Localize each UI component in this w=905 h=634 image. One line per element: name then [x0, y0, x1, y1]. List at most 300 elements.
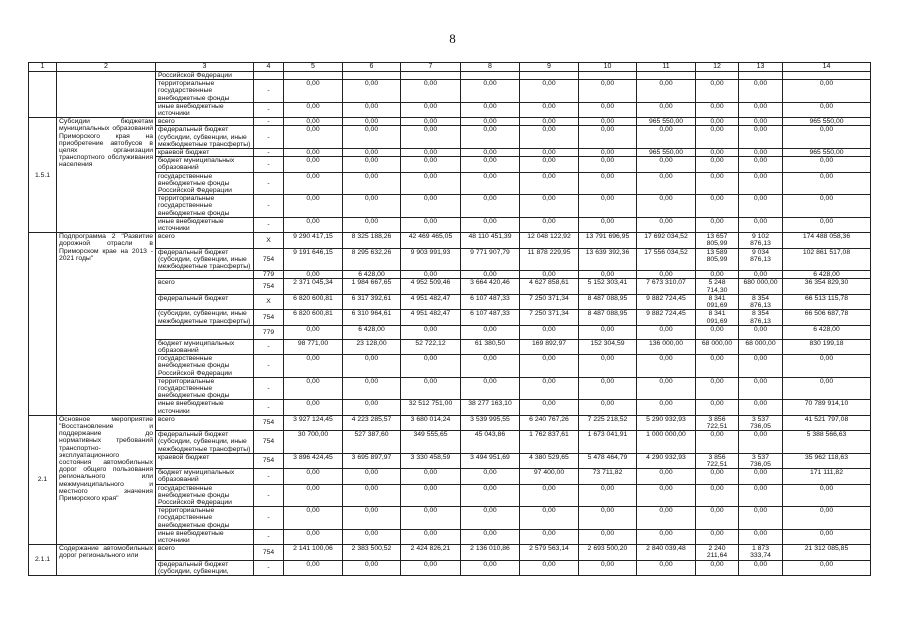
amount-cell: 0,00 [520, 126, 579, 149]
amount-cell: 0,00 [637, 195, 696, 218]
amount-cell: 0,00 [343, 195, 401, 218]
amount-cell: 0,00 [739, 118, 783, 126]
amount-cell: 32 512 751,00 [401, 400, 461, 415]
amount-cell: 66 513 115,78 [783, 294, 871, 309]
amount-cell: 0,00 [343, 118, 401, 126]
amount-cell: 1 873 333,74 [739, 545, 783, 560]
amount-cell: 0,00 [783, 80, 871, 103]
budget-code: - [254, 80, 284, 103]
amount-cell: 11 878 229,95 [520, 248, 579, 271]
amount-cell: 349 555,65 [401, 431, 461, 454]
table-row [29, 377, 871, 400]
amount-cell: 0,00 [401, 484, 461, 507]
amount-cell: 0,00 [696, 271, 739, 279]
item-name [57, 72, 156, 118]
item-code [29, 72, 57, 118]
amount-cell: 0,00 [401, 80, 461, 103]
table-row [29, 279, 871, 294]
amount-cell: 6 428,00 [343, 271, 401, 279]
amount-cell: 0,00 [284, 118, 343, 126]
amount-cell: 0,00 [343, 377, 401, 400]
amount-cell: 0,00 [461, 126, 520, 149]
amount-cell: 0,00 [520, 271, 579, 279]
amount-cell: 0,00 [696, 469, 739, 484]
amount-cell: 0,00 [637, 126, 696, 149]
column-header: 6 [343, 63, 401, 72]
amount-cell: 0,00 [520, 118, 579, 126]
amount-cell: 2 424 826,21 [401, 545, 461, 560]
funding-source: (субсидии, субвенции, иные межбюджетные трансферты) [156, 310, 254, 325]
amount-cell: 0,00 [739, 560, 783, 575]
amount-cell: 4 290 932,93 [637, 453, 696, 468]
amount-cell: 0,00 [739, 126, 783, 149]
amount-cell: 0,00 [284, 102, 343, 117]
amount-cell: 5 388 566,63 [783, 431, 871, 454]
amount-cell: 7 250 371,34 [520, 310, 579, 325]
amount-cell [696, 72, 739, 80]
amount-cell: 3 664 420,46 [461, 279, 520, 294]
table-row [29, 431, 871, 454]
amount-cell: 965 550,00 [637, 118, 696, 126]
amount-cell [637, 72, 696, 80]
amount-cell: 3 896 424,45 [284, 453, 343, 468]
item-name: Подпрограмма 2 "Развитие дорожной отрасли в Приморском крае на 2013 - 2021 годы" [57, 233, 156, 415]
amount-cell [461, 72, 520, 80]
funding-source: иные внебюджетные источники [156, 400, 254, 415]
amount-cell: 0,00 [637, 80, 696, 103]
amount-cell: 13 657 805,99 [696, 233, 739, 248]
amount-cell: 0,00 [461, 469, 520, 484]
funding-source: всего [156, 233, 254, 248]
table-row [29, 325, 871, 339]
budget-code: - [254, 149, 284, 157]
amount-cell: 0,00 [343, 149, 401, 157]
amount-cell: 0,00 [461, 507, 520, 530]
amount-cell: 0,00 [284, 149, 343, 157]
amount-cell: 0,00 [579, 529, 637, 544]
amount-cell: 0,00 [783, 529, 871, 544]
amount-cell: 0,00 [461, 355, 520, 378]
item-code [29, 233, 57, 415]
amount-cell: 527 387,60 [343, 431, 401, 454]
amount-cell: 0,00 [284, 400, 343, 415]
budget-code: - [254, 118, 284, 126]
amount-cell: 0,00 [284, 195, 343, 218]
amount-cell: 6 428,00 [783, 271, 871, 279]
amount-cell: 0,00 [343, 529, 401, 544]
table-row [29, 294, 871, 309]
amount-cell: 0,00 [461, 325, 520, 339]
budget-code: 754 [254, 431, 284, 454]
amount-cell: 0,00 [461, 271, 520, 279]
amount-cell: 6 428,00 [343, 325, 401, 339]
amount-cell: 6 310 964,61 [343, 310, 401, 325]
budget-code: - [254, 339, 284, 354]
amount-cell: 174 488 058,36 [783, 233, 871, 248]
amount-cell: 0,00 [401, 126, 461, 149]
column-header: 1 [29, 63, 57, 72]
amount-cell [739, 72, 783, 80]
item-code: 2.1.1 [29, 545, 57, 576]
amount-cell: 0,00 [520, 172, 579, 195]
amount-cell: 1 762 837,61 [520, 431, 579, 454]
table-row [29, 102, 871, 117]
amount-cell: 0,00 [343, 507, 401, 530]
amount-cell: 3 856 722,51 [696, 415, 739, 430]
amount-cell: 0,00 [739, 172, 783, 195]
table-row [29, 529, 871, 544]
amount-cell: 0,00 [520, 560, 579, 575]
budget-code: X [254, 294, 284, 309]
amount-cell: 8 341 091,69 [696, 310, 739, 325]
amount-cell: 68 000,00 [696, 339, 739, 354]
amount-cell: 6 317 392,61 [343, 294, 401, 309]
table-row [29, 157, 871, 172]
amount-cell: 6 820 600,81 [284, 294, 343, 309]
amount-cell: 0,00 [520, 195, 579, 218]
amount-cell: 5 290 932,93 [637, 415, 696, 430]
amount-cell: 6 820 600,81 [284, 310, 343, 325]
amount-cell: 0,00 [520, 149, 579, 157]
amount-cell: 45 043,86 [461, 431, 520, 454]
table-row [29, 400, 871, 415]
amount-cell: 0,00 [401, 217, 461, 232]
amount-cell: 4 951 482,47 [401, 310, 461, 325]
amount-cell: 4 951 482,47 [401, 294, 461, 309]
amount-cell: 4 627 858,61 [520, 279, 579, 294]
amount-cell: 23 128,00 [343, 339, 401, 354]
funding-source: федеральный бюджет (субсидии, субвенции, иные межбюджетные трансферты) [156, 248, 254, 271]
amount-cell: 8 487 088,95 [579, 294, 637, 309]
amount-cell: 30 700,00 [284, 431, 343, 454]
amount-cell: 0,00 [739, 469, 783, 484]
amount-cell: 152 304,59 [579, 339, 637, 354]
amount-cell: 0,00 [461, 157, 520, 172]
amount-cell: 0,00 [783, 560, 871, 575]
amount-cell: 2 141 100,06 [284, 545, 343, 560]
amount-cell: 0,00 [637, 217, 696, 232]
amount-cell: 0,00 [401, 325, 461, 339]
column-header: 4 [254, 63, 284, 72]
amount-cell: 0,00 [739, 217, 783, 232]
table-row [29, 233, 871, 248]
funding-source: государственные внебюджетные фонды Российской Федерации [156, 355, 254, 378]
amount-cell: 8 354 876,13 [739, 294, 783, 309]
funding-source: территориальные государственные внебюджетные фонды [156, 195, 254, 218]
amount-cell: 2 693 500,20 [579, 545, 637, 560]
amount-cell: 0,00 [461, 102, 520, 117]
amount-cell: 13 589 805,99 [696, 248, 739, 271]
amount-cell: 0,00 [637, 325, 696, 339]
amount-cell: 0,00 [579, 325, 637, 339]
budget-code: 754 [254, 279, 284, 294]
amount-cell: 0,00 [343, 217, 401, 232]
amount-cell: 0,00 [401, 102, 461, 117]
funding-source: бюджет муниципальных образований [156, 339, 254, 354]
budget-code: - [254, 217, 284, 232]
amount-cell: 0,00 [696, 400, 739, 415]
amount-cell: 0,00 [637, 172, 696, 195]
table-row [29, 560, 871, 575]
amount-cell [520, 72, 579, 80]
column-header-row [29, 63, 871, 72]
amount-cell: 0,00 [783, 507, 871, 530]
amount-cell: 0,00 [461, 118, 520, 126]
funding-source: всего [156, 279, 254, 294]
amount-cell [401, 72, 461, 80]
amount-cell: 0,00 [401, 355, 461, 378]
amount-cell: 0,00 [343, 400, 401, 415]
amount-cell: 36 354 829,30 [783, 279, 871, 294]
funding-source: государственные внебюджетные фонды Российской Федерации [156, 172, 254, 195]
amount-cell: 9 882 724,45 [637, 294, 696, 309]
amount-cell: 0,00 [696, 507, 739, 530]
budget-code: - [254, 400, 284, 415]
amount-cell: 6 107 487,33 [461, 294, 520, 309]
budget-code [254, 72, 284, 80]
amount-cell: 0,00 [461, 80, 520, 103]
amount-cell: 6 240 767,26 [520, 415, 579, 430]
amount-cell: 0,00 [461, 195, 520, 218]
amount-cell: 17 556 034,52 [637, 248, 696, 271]
amount-cell: 9 771 907,79 [461, 248, 520, 271]
amount-cell: 41 521 797,08 [783, 415, 871, 430]
budget-code: - [254, 377, 284, 400]
table-row [29, 80, 871, 103]
amount-cell: 0,00 [696, 172, 739, 195]
table-row [29, 72, 871, 80]
amount-cell: 0,00 [520, 102, 579, 117]
amount-cell: 3 927 124,45 [284, 415, 343, 430]
amount-cell [783, 72, 871, 80]
amount-cell: 4 380 529,65 [520, 453, 579, 468]
amount-cell: 0,00 [579, 377, 637, 400]
amount-cell: 0,00 [637, 355, 696, 378]
amount-cell: 66 506 687,78 [783, 310, 871, 325]
amount-cell: 8 325 188,26 [343, 233, 401, 248]
amount-cell: 0,00 [284, 172, 343, 195]
funding-source: иные внебюджетные источники [156, 217, 254, 232]
amount-cell: 0,00 [783, 172, 871, 195]
amount-cell: 3 856 722,51 [696, 453, 739, 468]
budget-code: - [254, 355, 284, 378]
table-row [29, 126, 871, 149]
funding-source: бюджет муниципальных образований [156, 157, 254, 172]
amount-cell: 0,00 [284, 80, 343, 103]
budget-code: - [254, 126, 284, 149]
amount-cell: 2 840 039,48 [637, 545, 696, 560]
amount-cell: 7 250 371,34 [520, 294, 579, 309]
amount-cell: 0,00 [284, 325, 343, 339]
funding-source: федеральный бюджет (субсидии, субвенции, [156, 560, 254, 575]
table-row [29, 507, 871, 530]
amount-cell: 0,00 [520, 529, 579, 544]
amount-cell: 0,00 [401, 271, 461, 279]
budget-code: - [254, 172, 284, 195]
amount-cell: 0,00 [461, 149, 520, 157]
column-header: 10 [579, 63, 637, 72]
amount-cell: 0,00 [401, 469, 461, 484]
amount-cell: 0,00 [696, 118, 739, 126]
amount-cell: 3 539 995,55 [461, 415, 520, 430]
amount-cell: 0,00 [696, 126, 739, 149]
amount-cell: 0,00 [401, 157, 461, 172]
amount-cell: 9 903 991,93 [401, 248, 461, 271]
amount-cell: 2 240 211,64 [696, 545, 739, 560]
budget-code: X [254, 233, 284, 248]
amount-cell: 0,00 [637, 102, 696, 117]
funding-source: всего [156, 545, 254, 560]
amount-cell: 0,00 [343, 80, 401, 103]
amount-cell: 3 680 014,24 [401, 415, 461, 430]
funding-source: Российской Федерации [156, 72, 254, 80]
amount-cell: 0,00 [284, 507, 343, 530]
amount-cell: 0,00 [284, 469, 343, 484]
budget-code: - [254, 469, 284, 484]
amount-cell: 0,00 [783, 217, 871, 232]
amount-cell: 0,00 [579, 80, 637, 103]
amount-cell: 9 290 417,15 [284, 233, 343, 248]
table-row [29, 217, 871, 232]
amount-cell [579, 72, 637, 80]
budget-code: 754 [254, 415, 284, 430]
amount-cell: 0,00 [783, 484, 871, 507]
amount-cell: 0,00 [579, 484, 637, 507]
column-header: 13 [739, 63, 783, 72]
amount-cell: 0,00 [520, 507, 579, 530]
funding-source: всего [156, 415, 254, 430]
budget-code: - [254, 529, 284, 544]
amount-cell: 0,00 [739, 400, 783, 415]
column-header: 9 [520, 63, 579, 72]
amount-cell: 0,00 [739, 529, 783, 544]
amount-cell: 9 882 724,45 [637, 310, 696, 325]
amount-cell: 0,00 [783, 157, 871, 172]
amount-cell: 0,00 [520, 355, 579, 378]
amount-cell: 169 892,97 [520, 339, 579, 354]
table-row [29, 172, 871, 195]
amount-cell: 0,00 [520, 80, 579, 103]
amount-cell: 6 107 487,33 [461, 310, 520, 325]
amount-cell: 0,00 [739, 102, 783, 117]
funding-source: федеральный бюджет [156, 294, 254, 309]
amount-cell: 0,00 [284, 271, 343, 279]
column-header: 5 [284, 63, 343, 72]
column-header: 3 [156, 63, 254, 72]
amount-cell: 0,00 [696, 529, 739, 544]
amount-cell: 12 048 122,92 [520, 233, 579, 248]
amount-cell: 0,00 [579, 507, 637, 530]
amount-cell: 4 952 509,46 [401, 279, 461, 294]
amount-cell: 0,00 [739, 377, 783, 400]
amount-cell: 0,00 [696, 102, 739, 117]
amount-cell: 830 199,18 [783, 339, 871, 354]
amount-cell: 0,00 [579, 400, 637, 415]
amount-cell: 0,00 [637, 469, 696, 484]
amount-cell: 965 550,00 [783, 118, 871, 126]
amount-cell: 13 791 696,95 [579, 233, 637, 248]
amount-cell: 7 673 310,07 [637, 279, 696, 294]
amount-cell: 0,00 [696, 80, 739, 103]
amount-cell: 0,00 [284, 157, 343, 172]
amount-cell: 98 771,00 [284, 339, 343, 354]
column-header: 14 [783, 63, 871, 72]
amount-cell: 0,00 [579, 118, 637, 126]
amount-cell: 0,00 [637, 271, 696, 279]
amount-cell: 0,00 [579, 126, 637, 149]
amount-cell: 73 711,82 [579, 469, 637, 484]
amount-cell: 0,00 [461, 529, 520, 544]
amount-cell: 97 400,00 [520, 469, 579, 484]
amount-cell: 0,00 [637, 529, 696, 544]
amount-cell [284, 72, 343, 80]
funding-source: федеральный бюджет (субсидии, субвенции, иные межбюджетные трансферты) [156, 126, 254, 149]
amount-cell: 0,00 [637, 560, 696, 575]
amount-cell: 0,00 [783, 355, 871, 378]
amount-cell: 0,00 [520, 400, 579, 415]
amount-cell: 0,00 [637, 400, 696, 415]
budget-code: - [254, 157, 284, 172]
amount-cell [343, 72, 401, 80]
amount-cell: 0,00 [520, 484, 579, 507]
amount-cell: 102 861 517,08 [783, 248, 871, 271]
amount-cell: 0,00 [401, 377, 461, 400]
budget-code: - [254, 560, 284, 575]
amount-cell: 0,00 [783, 195, 871, 218]
item-name: Основное мероприятие "Восстановление и поддержание до нормативных требований транспортно-эксплуатационного состояния автомобильных дорог общего пользования регионального или межмуниципального и местного значения Приморского края" [57, 415, 156, 544]
amount-cell: 2 371 045,34 [284, 279, 343, 294]
budget-code: 754 [254, 545, 284, 560]
amount-cell: 0,00 [461, 377, 520, 400]
amount-cell: 0,00 [579, 149, 637, 157]
amount-cell: 171 111,82 [783, 469, 871, 484]
amount-cell: 0,00 [696, 484, 739, 507]
amount-cell: 13 639 392,36 [579, 248, 637, 271]
amount-cell: 0,00 [401, 118, 461, 126]
amount-cell: 0,00 [739, 149, 783, 157]
table-row [29, 545, 871, 560]
amount-cell: 3 330 458,59 [401, 453, 461, 468]
item-code: 2.1 [29, 415, 57, 544]
amount-cell: 0,00 [520, 377, 579, 400]
amount-cell: 2 136 010,86 [461, 545, 520, 560]
amount-cell: 0,00 [401, 195, 461, 218]
table-row [29, 310, 871, 325]
amount-cell: 0,00 [637, 484, 696, 507]
table-row [29, 469, 871, 484]
amount-cell: 0,00 [579, 172, 637, 195]
amount-cell: 68 000,00 [739, 339, 783, 354]
amount-cell: 0,00 [579, 560, 637, 575]
amount-cell: 0,00 [343, 560, 401, 575]
funding-source: бюджет муниципальных образований [156, 469, 254, 484]
amount-cell: 1 984 667,65 [343, 279, 401, 294]
amount-cell: 0,00 [461, 172, 520, 195]
amount-cell: 3 695 897,97 [343, 453, 401, 468]
amount-cell: 0,00 [696, 149, 739, 157]
amount-cell: 0,00 [579, 355, 637, 378]
amount-cell: 3 494 951,69 [461, 453, 520, 468]
amount-cell: 0,00 [284, 126, 343, 149]
amount-cell: 0,00 [637, 507, 696, 530]
amount-cell: 0,00 [739, 157, 783, 172]
amount-cell: 5 152 303,41 [579, 279, 637, 294]
amount-cell: 42 469 465,05 [401, 233, 461, 248]
amount-cell: 3 537 736,05 [739, 453, 783, 468]
amount-cell: 0,00 [461, 217, 520, 232]
amount-cell: 7 225 218,52 [579, 415, 637, 430]
table-row [29, 118, 871, 126]
